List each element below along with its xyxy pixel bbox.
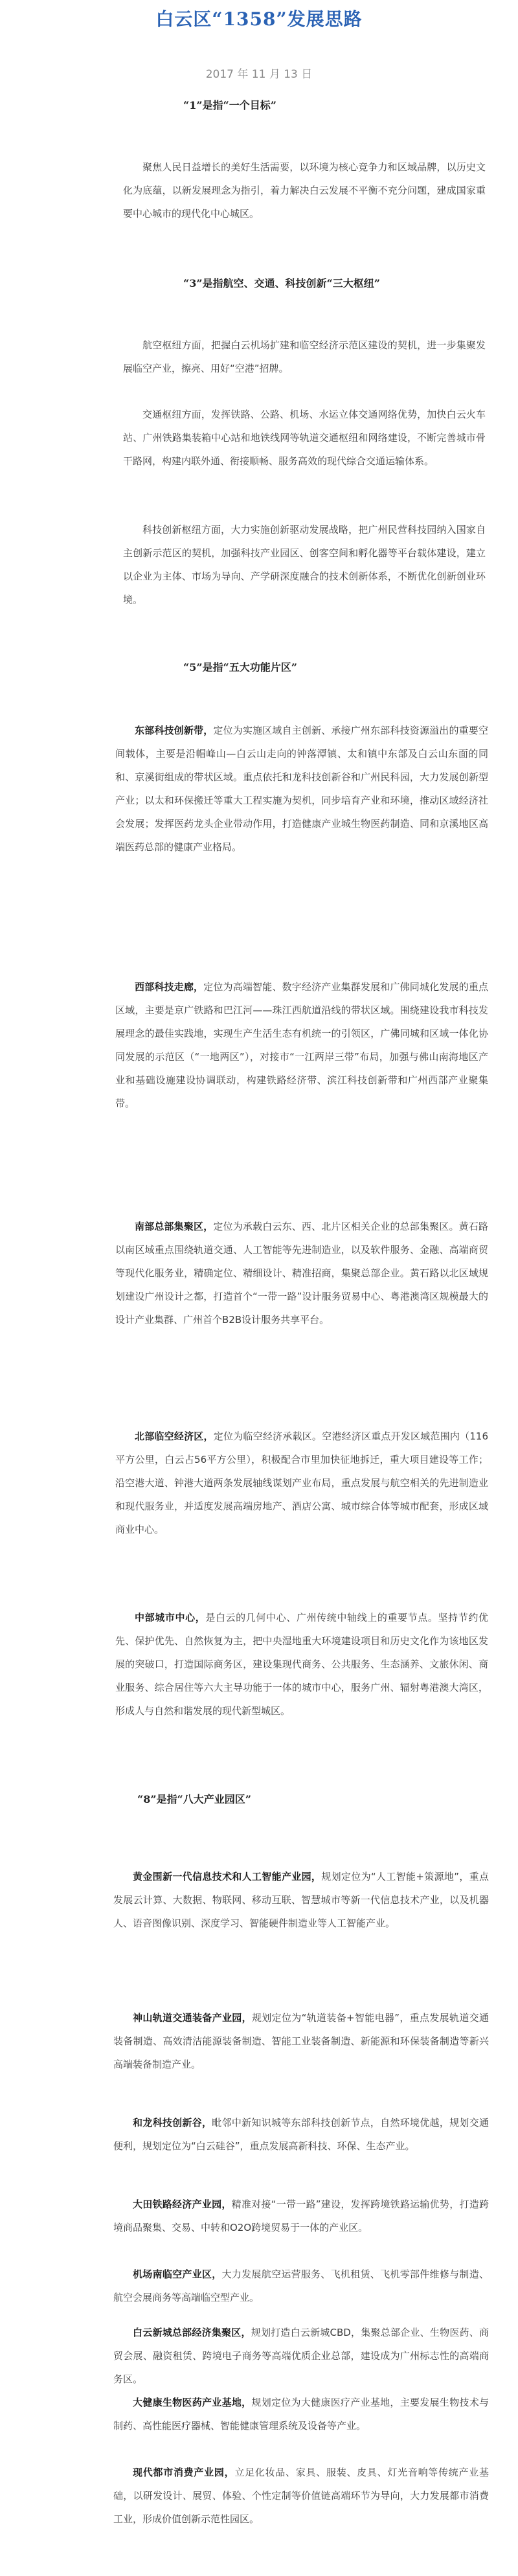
- section-heading-hubs: “3”是指航空、交通、科技创新“三大枢纽”: [183, 277, 380, 289]
- zone-name: 东部科技创新带，: [135, 725, 214, 736]
- paragraph: 航空枢纽方面，把握白云机场扩建和临空经济示范区建设的契机，进一步集聚发展临空产业，擦亮、用好“空港”招牌。: [123, 339, 486, 374]
- paragraph: 交通枢纽方面，发挥铁路、公路、机场、水运立体交通网络优势，加快白云火车站、广州铁路集装箱中心站和地铁线网等轨道交通枢纽和网络建设，不断完善城市骨干路网，构建内联外通、衔接顺畅、服务高效的现代综合交通运输体系。: [123, 409, 486, 467]
- publish-date: 2017 年 11 月 13 日: [205, 68, 313, 81]
- park-paragraph: 白云新城总部经济集聚区，规划打造白云新城CBD，集聚总部企业、生物医药、商贸会展、融资租赁、跨境电子商务等高端优质企业总部，建设成为广州标志性的高端商务区。: [113, 2327, 489, 2385]
- park-name: 大田铁路经济产业园，: [133, 2198, 232, 2210]
- park-paragraph: 大田铁路经济产业园，精准对接“一带一路”建设，发挥跨境铁路运输优势，打造跨境商品聚集、交易、中转和O2O跨境贸易于一体的产业区。: [113, 2198, 489, 2233]
- paragraph: 聚焦人民日益增长的美好生活需要，以环境为核心竞争力和区域品牌，以历史文化为底蕴，以新发展理念为指引，着力解决白云发展不平衡不充分问题，建成国家重要中心城市的现代化中心城区。: [123, 161, 486, 220]
- zone-paragraph: 西部科技走廊，定位为高端智能、数字经济产业集群发展和广佛同城化发展的重点区域，主要是京广铁路和巴江河——珠江西航道沿线的带状区域。围绕建设我市科技发展理念的最佳实践地，实现生产生活生态有机统一的引领区，广佛同城和区域一体化协同发展的示范区（“一地两区”），对接市“一江两岸三带”布局，加强与佛山南海地区产业和基础设施建设协调联动，构建铁路经济带、滨江科技创新带和广州西部产业聚集带。: [115, 981, 488, 1109]
- zone-paragraph: 中部城市中心，是白云的几何中心、广州传统中轴线上的重要节点。坚持节约优先、保护优先、自然恢复为主，把中央湿地重大环境建设项目和历史文化作为该地区发展的突破口，打造国际商务区，建设集现代商务、公共服务、生态涵养、文旅休闲、商业服务、综合居住等六大主导功能于一体的城市中心，服务广州、辐射粤港澳大湾区，形成人与自然和谐发展的现代新型城区。: [115, 1612, 488, 1717]
- section-heading-goal: “1”是指“一个目标”: [183, 99, 276, 111]
- park-name: 神山轨道交通装备产业园，: [133, 2012, 252, 2024]
- section-heading-parks: “8”是指“八大产业园区”: [137, 1793, 251, 1805]
- zone-paragraph: 北部临空经济区，定位为临空经济承载区。空港经济区重点开发区域范围内（116平方公里，白云占56平方公里），积极配合市里加快征地拆迁，重大项目建设等工作；沿空港大道、钟港大道两条发展轴线谋划产业布局，重点发展与航空相关的先进制造业和现代服务业，并适度发展高端房地产、酒店公寓、城市综合体等城市配套，形成区域商业中心。: [115, 1430, 488, 1535]
- zone-name: 西部科技走廊，: [135, 981, 204, 993]
- section-heading-zones: “5”是指“五大功能片区”: [183, 661, 297, 673]
- zone-name: 南部总部集聚区，: [135, 1221, 214, 1232]
- park-paragraph: 和龙科技创新谷，毗邻中新知识城等东部科技创新节点，自然环境优越，规划交通便利，规划定位为“白云硅谷”，重点发展高新科技、环保、生态产业。: [113, 2117, 489, 2152]
- park-paragraph: 大健康生物医药产业基地，规划定位为大健康医疗产业基地，主要发展生物技术与制药、高性能医疗器械、智能健康管理系统及设备等产业。: [113, 2397, 489, 2432]
- park-name: 白云新城总部经济集聚区，: [133, 2327, 251, 2338]
- park-paragraph: 现代都市消费产业园，立足化妆品、家具、服装、皮具、灯光音响等传统产业基础，以研发设计、展贸、体验、个性定制等价值链高端环节为导向，大力发展都市消费工业，形成价值创新示范性园区。: [113, 2467, 489, 2525]
- park-name: 大健康生物医药产业基地，: [133, 2397, 252, 2408]
- paragraph: 科技创新枢纽方面，大力实施创新驱动发展战略，把广州民营科技园纳入国家自主创新示范区的契机，加强科技产业园区、创客空间和孵化器等平台载体建设，建立以企业为主体、市场为导向、产学研深度融合的技术创新体系，不断优化创新创业环境。: [123, 524, 486, 605]
- park-paragraph: 黄金围新一代信息技术和人工智能产业园，规划定位为“人工智能+策源地”，重点发展云计算、大数据、物联网、移动互联、智慧城市等新一代信息技术产业，以及机器人、语音图像识别、深度学习、智能硬件制造业等人工智能产业。: [113, 1871, 489, 1929]
- zone-name: 北部临空经济区，: [135, 1430, 214, 1442]
- park-paragraph: 机场南临空产业区，大力发展航空运营服务、飞机租赁、飞机零部件维修与制造、航空会展商务等高端临空型产业。: [113, 2268, 489, 2303]
- article-title: 白云区“1358”发展思路: [155, 8, 363, 30]
- zone-paragraph: 南部总部集聚区，定位为承载白云东、西、北片区相关企业的总部集聚区。黄石路以南区域重点围绕轨道交通、人工智能等先进制造业，以及软件服务、金融、高端商贸等现代化服务业，精确定位、精细设计、精准招商，集聚总部企业。黄石路以北区域规划建设广州设计之都，打造首个“一带一路”设计服务贸易中心、粤港澳湾区规模最大的设计产业集群、广州首个B2B设计服务共享平台。: [115, 1221, 488, 1326]
- zone-paragraph: 东部科技创新带，定位为实施区域自主创新、承接广州东部科技资源溢出的重要空间载体，主要是沿帽峰山—白云山走向的钟落潭镇、太和镇中东部及白云山东面的同和、京溪街组成的带状区域。重点依托和龙科技创新谷和广州民科园，大力发展创新型产业；以太和环保搬迁等重大工程实施为契机，同步培育产业和环境，推动区域经济社会发展；发挥医药龙头企业带动作用，打造健康产业城生物医药制造、同和京溪地区高端医药总部的健康产业格局。: [115, 725, 488, 853]
- park-name: 机场南临空产业区，: [133, 2268, 222, 2280]
- park-name: 现代都市消费产业园，: [133, 2467, 235, 2478]
- zone-name: 中部城市中心，: [135, 1612, 206, 1623]
- park-name: 和龙科技创新谷，: [133, 2117, 212, 2129]
- park-paragraph: 神山轨道交通装备产业园，规划定位为“轨道装备+智能电器”，重点发展轨道交通装备制造、高效清洁能源装备制造、智能工业装备制造、新能源和环保装备制造等新兴高端装备制造产业。: [113, 2012, 489, 2070]
- park-name: 黄金围新一代信息技术和人工智能产业园，: [133, 1871, 322, 1882]
